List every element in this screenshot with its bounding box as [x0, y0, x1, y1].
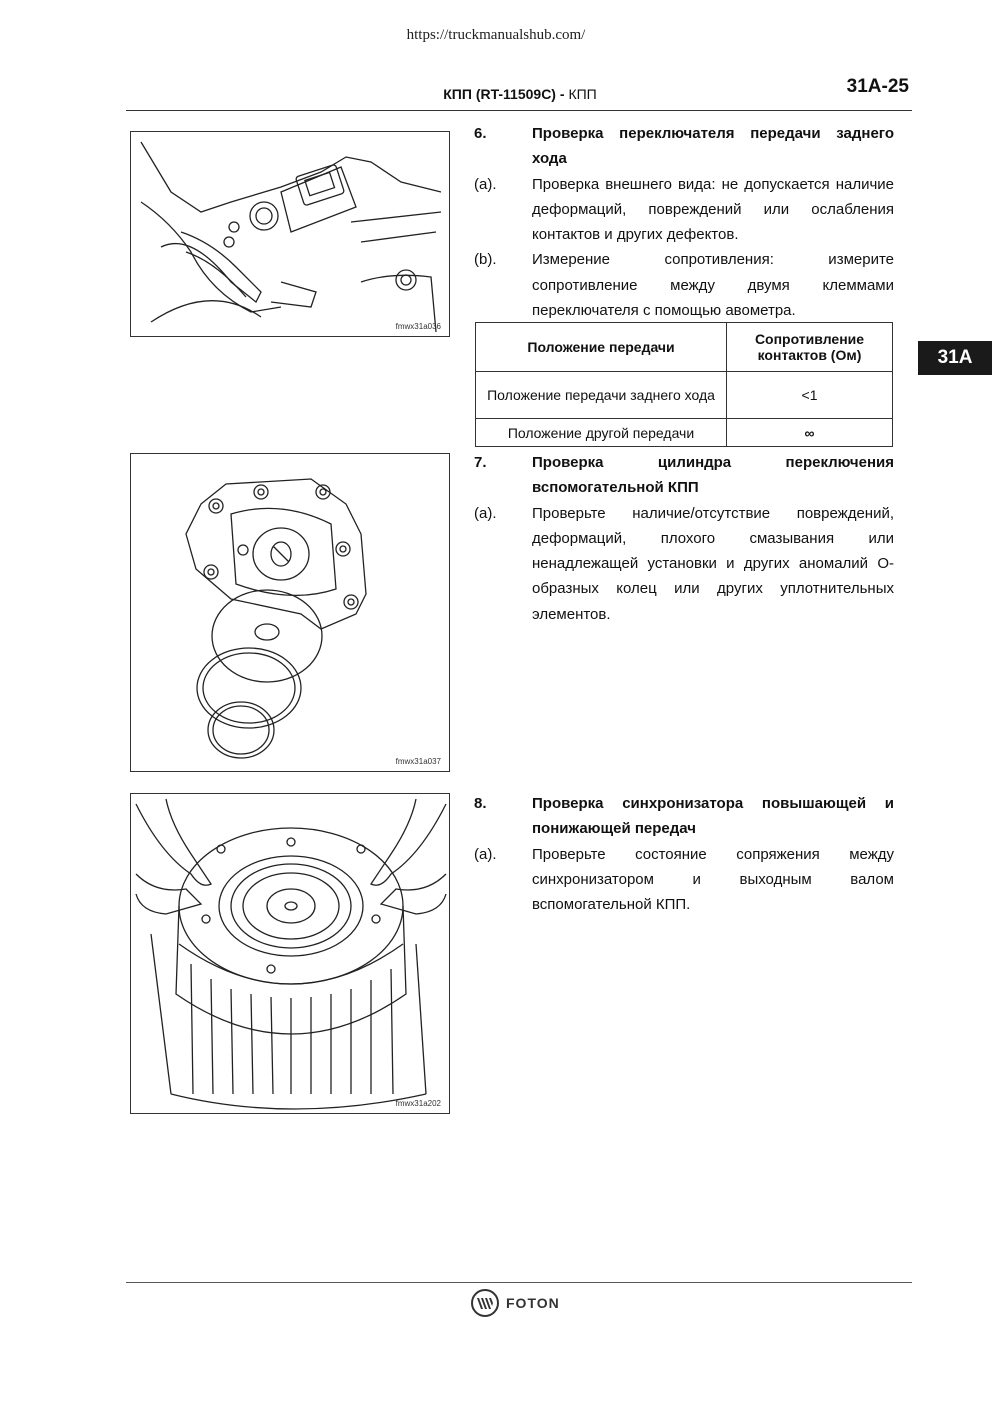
table-row	[476, 372, 893, 419]
table-cell: ∞	[727, 419, 893, 447]
resistance-table	[475, 322, 893, 447]
figure-caption: fmwx31a037	[395, 757, 441, 766]
header-divider	[126, 110, 912, 111]
section-number: 6.	[474, 125, 487, 142]
figure-caption: fmwx31a202	[395, 1099, 441, 1108]
item-number: (b).	[474, 251, 497, 269]
table-row	[476, 419, 893, 447]
section-title: Проверка переключателя передачи заднего хода	[532, 125, 894, 168]
section-7	[474, 450, 894, 627]
table-header-cell: Сопротивление контактов (Ом)	[727, 323, 893, 372]
section-title: Проверка цилиндра переключения вспомогательной КПП	[532, 454, 894, 497]
section-8	[474, 791, 894, 917]
table-cell: Положение другой передачи	[476, 419, 727, 447]
figure-synchronizer	[130, 793, 450, 1114]
foton-logo	[470, 1288, 560, 1318]
table-header-cell: Положение передачи	[476, 323, 727, 372]
section-6	[474, 121, 894, 323]
footer-divider	[126, 1282, 912, 1283]
table-header-row	[476, 323, 893, 372]
page-header-title	[0, 86, 992, 102]
header-title-sep: -	[555, 86, 569, 102]
brand-name: FOTON	[506, 1295, 560, 1311]
section-number: 8.	[474, 795, 487, 812]
item-text: Проверьте наличие/отсутствие повреждений, деформаций, плохого смазывания или ненадлежащей установки и других аномалий О-образных колец или других уплотнительных элементов.	[532, 504, 894, 623]
foton-emblem-icon	[470, 1288, 500, 1318]
table-cell: Положение передачи заднего хода	[476, 372, 727, 419]
item-text: Проверка внешнего вида: не допускается наличие деформаций, повреждений или ослабления контактов и других дефектов.	[532, 175, 894, 244]
figure-multimeter-check	[130, 131, 450, 337]
page-number: 31A-25	[846, 76, 909, 97]
item-text: Проверьте состояние сопряжения между синхронизатором и выходным валом вспомогательной КПП.	[532, 845, 894, 914]
item-number: (a).	[474, 175, 497, 193]
item-number: (a).	[474, 504, 497, 522]
source-url[interactable]: https://truckmanualshub.com/	[406, 27, 586, 43]
header-title-rest: КПП	[568, 86, 597, 102]
item-text: Измерение сопротивления: измерите сопротивление между двумя клеммами переключателя с помощью авометра.	[532, 251, 894, 320]
header-title-bold: КПП (RT-11509C)	[443, 86, 556, 102]
figure-range-cylinder	[130, 453, 450, 772]
item-number: (a).	[474, 845, 497, 863]
section-title: Проверка синхронизатора повышающей и понижающей передач	[532, 795, 894, 838]
chapter-tab: 31A	[918, 341, 992, 375]
table-cell: <1	[727, 372, 893, 419]
figure-caption: fmwx31a036	[395, 322, 441, 331]
section-number: 7.	[474, 454, 487, 471]
